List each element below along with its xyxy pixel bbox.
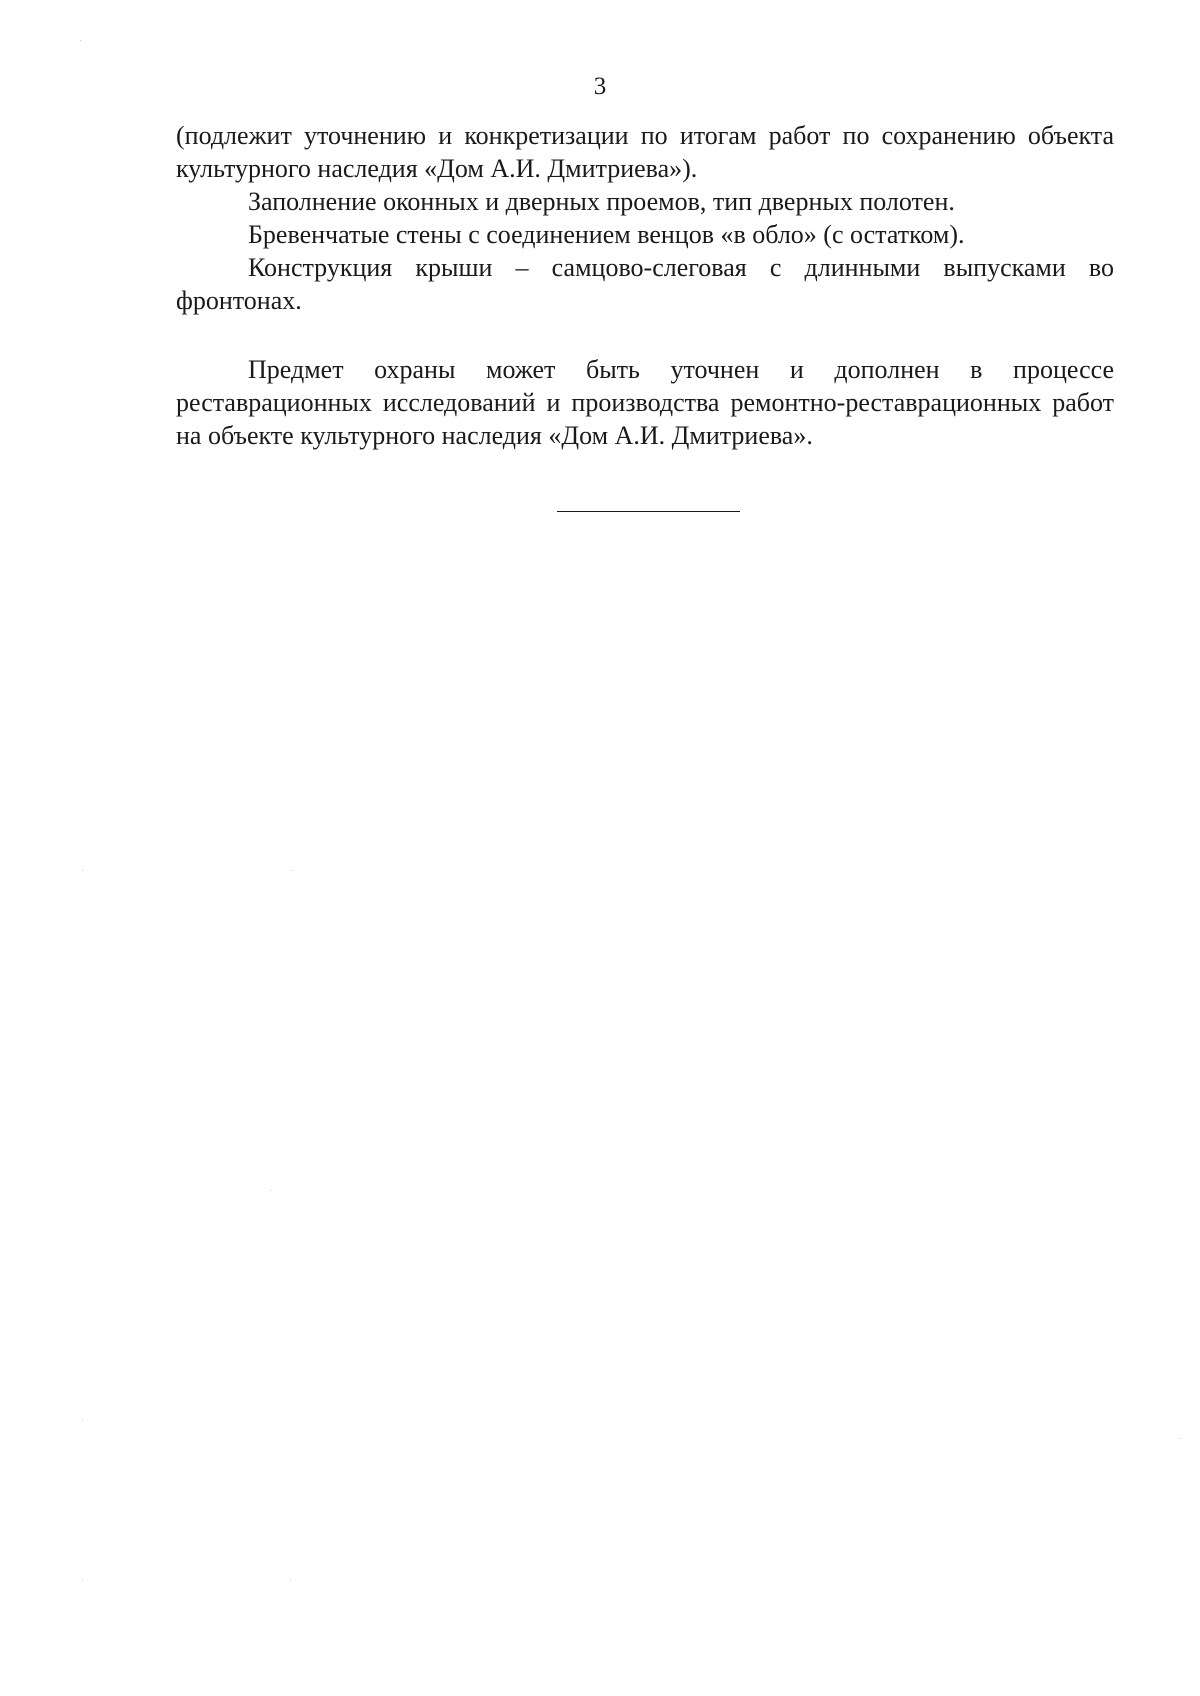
scan-speck <box>1180 1438 1181 1439</box>
scan-speck <box>82 1420 83 1421</box>
scan-speck <box>80 40 81 41</box>
protected-features-list <box>176 119 1114 317</box>
closing-note <box>176 353 1114 452</box>
paragraph-roof-structure: Конструкция крыши – самцово-слеговая с длинными выпусками во фронтонах. <box>176 253 1114 315</box>
paragraph-continuation: (подлежит уточнению и конкретизации по итогам работ по сохранению объекта культурного наследия «Дом А.И. Дмитриева»). <box>176 121 1114 183</box>
paragraph-log-walls: Бревенчатые стены с соединением венцов «в обло» (с остатком). <box>248 220 965 249</box>
page-number: 3 <box>593 73 607 100</box>
scan-speck <box>82 870 83 871</box>
scan-speck <box>290 1580 291 1581</box>
scan-speck <box>270 1190 271 1191</box>
scan-speck <box>292 870 293 871</box>
end-of-document-rule <box>557 511 740 512</box>
scan-speck <box>82 1580 83 1581</box>
paragraph-openings: Заполнение оконных и дверных проемов, тип дверных полотен. <box>248 187 955 216</box>
paragraph-closing-note: Предмет охраны может быть уточнен и дополнен в процессе реставрационных исследований и производства ремонтно-реставрационных работ на объекте культурного наследия «Дом А.И. Дмитриева». <box>176 355 1114 450</box>
